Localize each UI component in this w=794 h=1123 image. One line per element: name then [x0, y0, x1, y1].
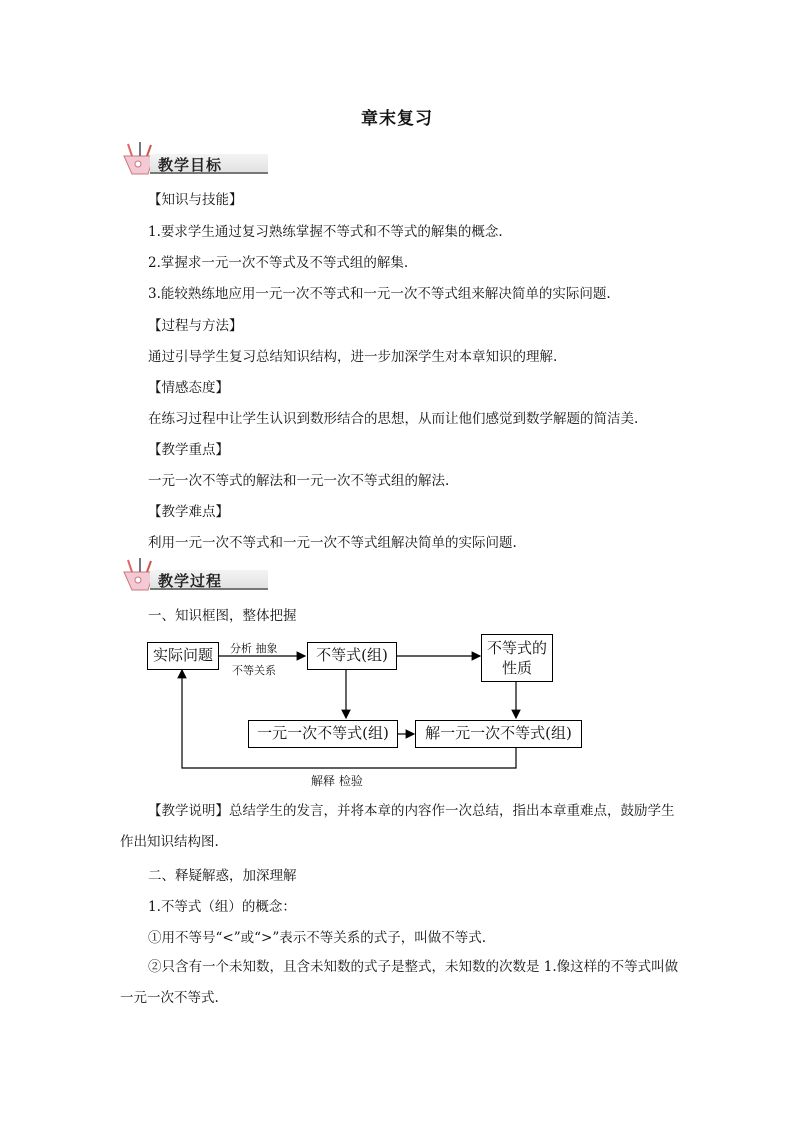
emotion-text: 在练习过程中让学生认识到数形结合的思想，从而让他们感觉到数学解题的简洁美.: [148, 411, 639, 427]
box-property-line2: 性质: [501, 659, 532, 677]
page-title: 章末复习: [361, 109, 433, 129]
knowledge-item-2: 2.掌握求一元一次不等式及不等式组的解集.: [148, 255, 409, 271]
knowledge-item-1: 1.要求学生通过复习熟练掌握不等式和不等式的解集的概念.: [148, 224, 503, 240]
label-analysis-abstraction: 分析 抽象: [230, 642, 278, 655]
key-text: 一元一次不等式的解法和一元一次不等式组的解法.: [148, 473, 450, 489]
box-linear-inequality: 一元一次不等式(组): [248, 720, 398, 748]
key-heading: 【教学重点】: [148, 442, 229, 458]
process-heading: 【过程与方法】: [148, 318, 243, 334]
box-practical-problem: 实际问题: [147, 642, 219, 670]
knowledge-item-3: 3.能较熟练地应用一元一次不等式和一元一次不等式组来解决简单的实际问题.: [148, 286, 611, 302]
box-property-line1: 不等式的: [486, 639, 547, 657]
box-inequality: 不等式(组): [307, 642, 397, 670]
banner-label: 教学过程: [158, 572, 223, 590]
part1-heading: 一、知识框图，整体把握: [148, 608, 297, 624]
part2-heading: 二、释疑解惑，加深理解: [148, 868, 297, 884]
banner-label: 教学目标: [158, 156, 223, 174]
concept-heading: 1.不等式（组）的概念：: [148, 899, 296, 915]
box-inequality-property: [481, 634, 553, 682]
box-solve-linear-inequality: 解一元一次不等式(组): [415, 720, 582, 748]
process-text: 通过引导学生复习总结知识结构，进一步加深学生对本章知识的理解.: [148, 349, 558, 365]
emotion-heading: 【情感态度】: [148, 380, 229, 396]
knowledge-heading: 【知识与技能】: [148, 192, 243, 208]
concept-item-2: ②只含有一个未知数，且含未知数的式子是整式，未知数的次数是 1.像这样的不等式叫做一元一次不等式.: [120, 959, 679, 1006]
label-explain-check: 解释 检验: [311, 774, 363, 788]
concept-item-1: ①用不等号“<”或“>”表示不等关系的式子，叫做不等式.: [148, 930, 487, 946]
difficulty-text: 利用一元一次不等式和一元一次不等式组解决简单的实际问题.: [148, 535, 517, 551]
arrow-solve-to-practical: [182, 670, 516, 768]
label-inequality-relation: 不等关系: [232, 664, 276, 677]
difficulty-heading: 【教学难点】: [148, 504, 229, 520]
teaching-note: 【教学说明】总结学生的发言，并将本章的内容作一次总结，指出本章重难点，鼓励学生作出知识结构图.: [120, 803, 675, 850]
